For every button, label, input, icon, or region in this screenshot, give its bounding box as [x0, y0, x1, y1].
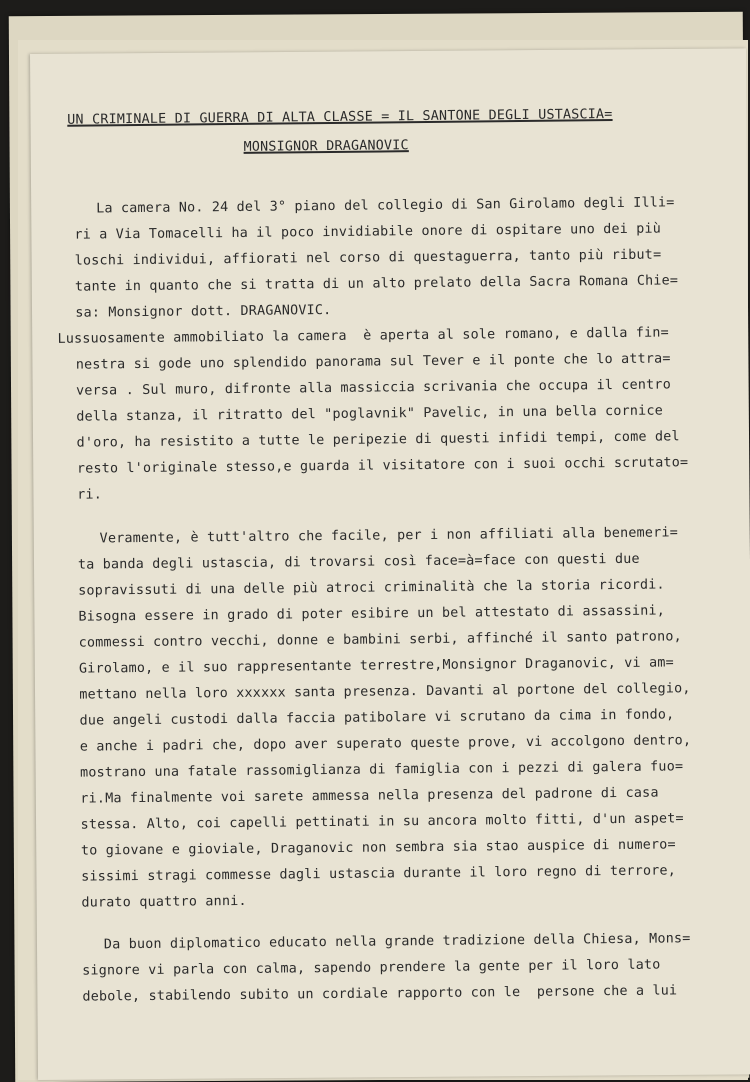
body-line: sissimi stragi commesse dagli ustascia durante il loro regno di terrore, — [81, 863, 677, 885]
body-line: sopravissuti di una delle più atroci criminalità che la storia ricordi. — [78, 577, 665, 599]
body-line: Girolamo, e il suo rappresentante terrestre,Monsignor Draganovic, vi am= — [78, 655, 674, 677]
body-line: Lussuosamente ammobiliato la camera è aperta al sole romano, e dalla fin= — [57, 325, 669, 347]
body-line: tante in quanto che si tratta di un alto prelato della Sacra Romana Chie= — [74, 273, 679, 295]
body-line: ri a Via Tomacelli ha il poco invidiabile onore di ospitare uno dei più — [74, 221, 662, 243]
body-line: Da buon diplomatico educato nella grande tradizione della Chiesa, Mons= — [103, 931, 691, 953]
body-line: Veramente, è tutt'altro che facile, per i non affiliati alla benemeri= — [99, 525, 679, 547]
body-line: nestra si gode uno splendido panorama sul Tever e il ponte che lo attra= — [75, 351, 671, 373]
body-line: ri. — [77, 487, 103, 503]
body-line: commessi contro vecchi, donne e bambini serbi, affinché il santo patrono, — [78, 629, 682, 651]
body-line: ri.Ma finalmente voi sarete ammessa nella presenza del padrone di casa — [80, 785, 659, 807]
body-line: d'oro, ha resistito a tutte le peripezie di questi infidi tempi, come del — [76, 429, 680, 451]
body-line: due angeli custodi dalla faccia patibolare vi scrutano da cima in fondo, — [79, 707, 675, 729]
body-line: mettano nella loro xxxxxx santa presenza. Davanti al portone del collegio, — [79, 681, 691, 703]
body-line: sa: Monsignor dott. DRAGANOVIC. — [75, 302, 332, 321]
body-line: Bisogna essere in grado di poter esibire un bel attestato di assassini, — [78, 603, 666, 625]
body-line: to giovane e gioviale, Draganovic non sembra sia stao auspice di numero= — [80, 837, 676, 859]
title-line-2: MONSIGNOR DRAGANOVIC — [243, 138, 409, 155]
body-line: e anche i padri che, dopo aver superato queste prove, vi accolgono dentro, — [79, 733, 692, 755]
body-line: signore vi parla con calma, sapendo prendere la gente per il loro lato — [82, 957, 661, 979]
body-line: mostrano una fatale rassomiglianza di famiglia con i pezzi di galera fuo= — [80, 759, 684, 781]
body-line: La camera No. 24 del 3° piano del collegio di San Girolamo degli Illi= — [96, 195, 675, 217]
body-line: versa . Sul muro, difronte alla massiccia scrivania che occupa il centro — [76, 377, 672, 399]
body-line: resto l'originale stesso,e guarda il visitatore con i suoi occhi scrutato= — [76, 455, 689, 477]
body-line: loschi individui, affiorati nel corso di questaguerra, tanto più ribut= — [74, 247, 662, 269]
body-line: della stanza, il ritratto del "poglavnik" Pavelic, in una bella cornice — [76, 403, 664, 425]
title-line-1: UN CRIMINALE DI GUERRA DI ALTA CLASSE = IL SANTONE DEGLI USTASCIA= — [67, 107, 613, 128]
body-line: durato quattro anni. — [81, 893, 247, 911]
body-line: stessa. Alto, coi capelli pettinati in su ancora molto fitti, d'un aspet= — [80, 811, 684, 833]
body-line: debole, stabilendo subito un cordiale rapporto con le persone che a lui — [82, 983, 678, 1005]
body-line: ta banda degli ustascia, di trovarsi così face=à=face con questi due — [77, 551, 640, 573]
